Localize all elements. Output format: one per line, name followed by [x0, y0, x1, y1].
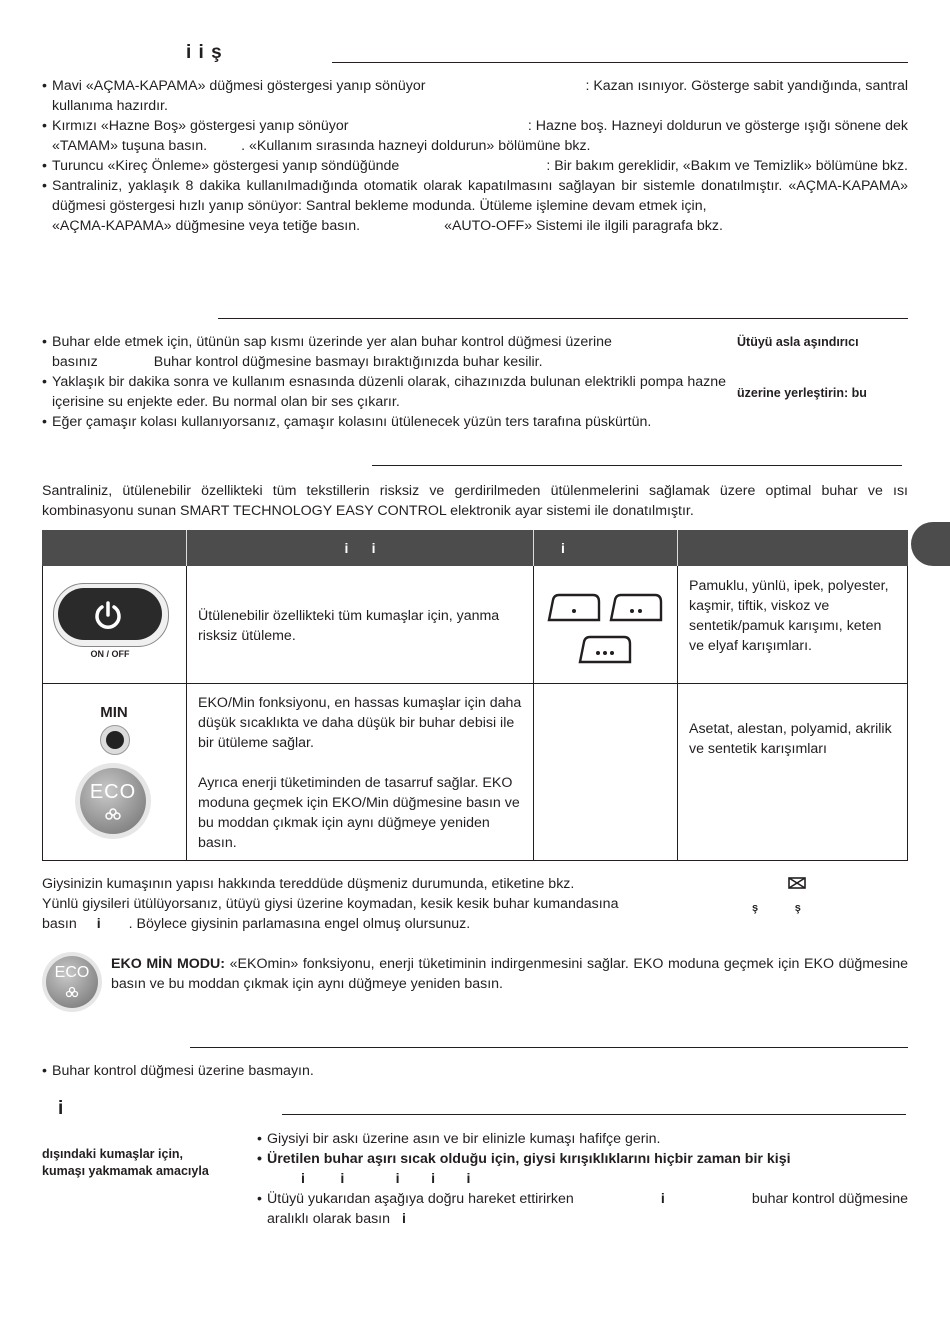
table-header-cell: i	[561, 540, 565, 556]
steam-list	[42, 332, 726, 432]
eco-mode-note: EKO MİN MODU: «EKOmin» fonksiyonu, enerji tüketiminin indirgenmesini sağlar. EKO moduna geçmek için EKO düğmesine basın ve bu moddan çıkmak için aynı düğmeye yeniden basın.	[111, 956, 908, 992]
eco-mode-icon: ECO	[42, 952, 102, 1012]
steam-icon	[64, 985, 80, 997]
section-rule	[190, 1047, 908, 1048]
side-note: dışındaki kumaşlar için, kumaşı yakmamak amacıyla	[42, 1147, 209, 1178]
side-note: üzerine yerleştirin: bu	[737, 386, 867, 400]
on-off-label: ON / OFF	[90, 649, 130, 659]
section-rule	[372, 465, 902, 466]
list-item: • Turuncu «Kireç Önleme» göstergesi yanıp söndüğünde : Bir bakım gereklidir, «Bakım ve Temizlik» bölümüne bkz.	[42, 156, 908, 176]
list-item: • Yaklaşık bir dakika sonra ve kullanım esnasında düzenli olarak, cihazınızda bulunan elektrikli pompa hazne içerisine su enjekte eder. Bu normal olan bir ses çıkarır.	[42, 372, 726, 412]
wool-label-icon	[788, 876, 806, 890]
indicators-list	[42, 76, 908, 236]
min-indicator-icon	[100, 725, 130, 755]
list-item: • Giysiyi bir askı üzerine asın ve bir elinizle kumaşı hafifçe gerin.	[257, 1129, 908, 1149]
power-icon	[91, 598, 125, 632]
section-title-indicators: i i ş	[186, 42, 223, 63]
min-label: MIN	[100, 704, 128, 721]
list-item: • Ütüyü yukarıdan aşağıya doğru hareket ettirirken i buhar kontrol düğmesine aralıklı olarak basın i	[257, 1189, 908, 1229]
table-header-cell: i i	[344, 540, 376, 556]
row1-description: Ütülenebilir özellikteki tüm kumaşlar için, yanma risksiz ütüleme.	[198, 608, 500, 644]
row2-description: EKO/Min fonksiyonu, en hassas kumaşlar için daha düşük sıcaklıkta ve daha düşük bir buhar debisi ile bir ütüleme sağlar. Ayrıca enerji tüketiminden de tasarruf sağlar. EKO moduna geçmek için EKO/Min düğmesine basın ve bu moddan çıkmak için aynı düğmeye yeniden basın.	[198, 695, 522, 851]
iron-temperature-icons	[547, 590, 667, 670]
list-item: • Eğer çamaşır kolası kullanıyorsanız, çamaşır kolasını ütülenecek yüzün ters tarafına püskürtün.	[42, 412, 726, 432]
smart-tech-intro: Santraliniz, ütülenebilir özellikteki tüm tekstillerin risksiz ve gerdirilmeden ütülenmelerini sağlamak üzere optimal buhar ve ısı kombinasyonu sunan SMART TECHNOLOGY EASY CONTROL elektronik ayar sistemi ile donatılmıştır.	[42, 483, 908, 519]
list-item: • Üretilen buhar aşırı sıcak olduğu için, giysi kırışıklıklarını hiçbir zaman bir kişi i i i i i	[257, 1149, 908, 1189]
on-off-button-graphic	[53, 583, 171, 663]
settings-table	[42, 530, 908, 861]
section-rule	[282, 1114, 906, 1115]
list-item: • Mavi «AÇMA-KAPAMA» düğmesi göstergesi yanıp sönüyor : Kazan ısınıyor. Gösterge sabit yandığında, santral kullanıma hazırdır.	[42, 76, 908, 116]
eco-button-icon: ECO	[75, 763, 151, 839]
list-item: • Buhar kontrol düğmesi üzerine basmayın.	[42, 1061, 908, 1081]
page-tab	[911, 522, 950, 566]
section-rule	[332, 62, 908, 63]
side-note: Ütüyü asla aşındırıcı	[737, 335, 859, 349]
list-item: • Kırmızı «Hazne Boş» göstergesi yanıp sönüyor : Hazne boş. Hazneyi doldurun ve gösterge ışığı sönene dek «TAMAM» tuşuna basın. . «Kullanım sırasında hazneyi doldurun» bölümüne bkz.	[42, 116, 908, 156]
dry-ironing-list	[42, 1061, 908, 1081]
after-table-text: Giysinizin kumaşının yapısı hakkında tereddüde düşmeniz durumunda, etiketine bkz. Yünlü giysileri ütülüyorsanız, ütüyü giysi üzerine koymadan, kesik kesik buhar kumandasına ş ş basın i . Böylece giysinin parlamasına engel olmuş olursunuz.	[42, 874, 908, 934]
steam-icon	[103, 807, 123, 821]
row2-fabrics: Asetat, alestan, polyamid, akrilik ve sentetik karışımları	[689, 721, 892, 757]
section-rule	[218, 318, 908, 319]
vertical-steam-list	[257, 1129, 908, 1229]
list-item: • Buhar elde etmek için, ütünün sap kısmı üzerinde yer alan buhar kontrol düğmesi üzerine basınız Buhar kontrol düğmesine basmayı bıraktığınızda buhar kesilir.	[42, 332, 726, 372]
section-title-vertical: i	[58, 1098, 65, 1119]
list-item: • Santraliniz, yaklaşık 8 dakika kullanılmadığında otomatik olarak kapatılmasını sağlayan bir sistemle donatılmıştır. «AÇMA-KAPAMA» düğmesi göstergesi hızlı yanıp sönüyor: Santral bekleme modunda. Ütüleme işlemine devam etmek için, «AÇMA-KAPAMA» düğmesine veya tetiğe basın. «AUTO-OFF» Sistemi ile ilgili paragrafa bkz.	[42, 176, 908, 236]
row1-fabrics: Pamuklu, yünlü, ipek, polyester, kaşmir, tiftik, viskoz ve sentetik/pamuk karışımı, keten ve elyaf karışımları.	[689, 578, 889, 654]
